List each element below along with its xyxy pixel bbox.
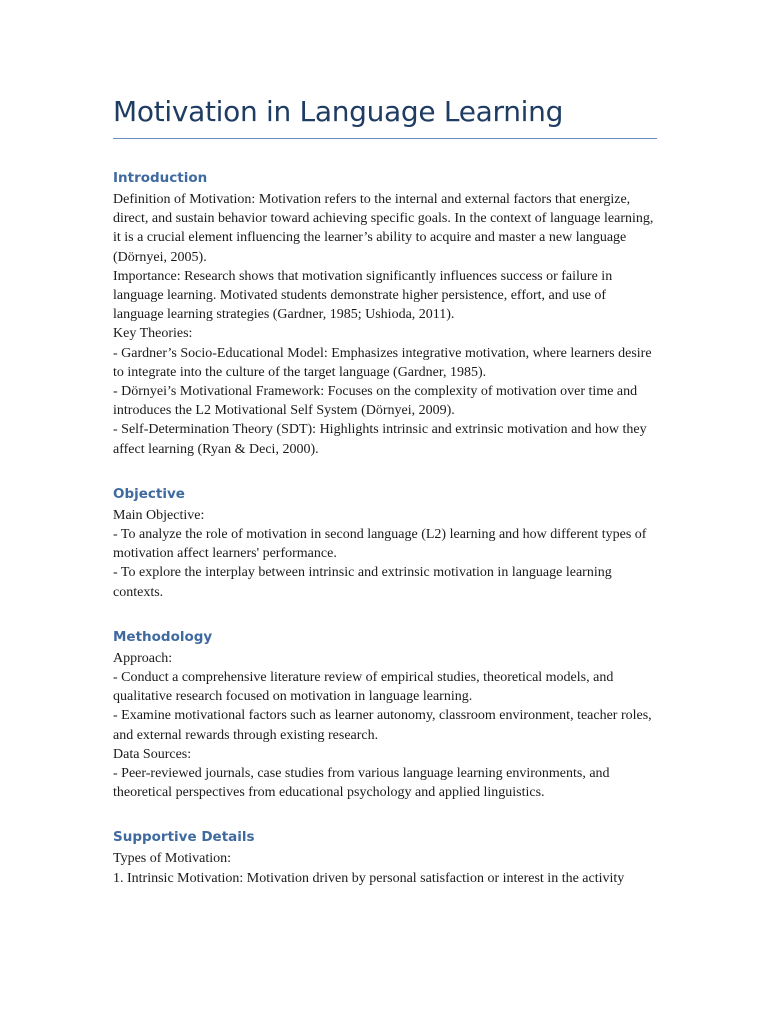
page-title: Motivation in Language Learning [113, 95, 564, 128]
paragraph-data-sources-label: Data Sources: [113, 746, 192, 762]
list-item-data-sources: - Peer-reviewed journals, case studies from various language learning environments, and theoretical perspectives from educational psychology and applied linguistics. [113, 766, 610, 801]
section-introduction [113, 167, 657, 459]
list-item-intrinsic: 1. Intrinsic Motivation: Motivation driven by personal satisfaction or interest in the activity [113, 870, 625, 886]
list-item-objective-analyze: - To analyze the role of motivation in second language (L2) learning and how different types of motivation affect learners' performance. [113, 527, 647, 562]
section-heading-objective: Objective [113, 485, 185, 502]
title-divider [113, 138, 657, 139]
section-objective [113, 483, 657, 602]
paragraph-main-objective-label: Main Objective: [113, 507, 205, 523]
list-item-dornyei: - Dörnyei’s Motivational Framework: Focuses on the complexity of motivation over time and introduces the L2 Motivational Self System (Dörnyei, 2009). [113, 384, 638, 419]
section-heading-supportive-details: Supportive Details [113, 829, 255, 846]
list-item-objective-explore: - To explore the interplay between intrinsic and extrinsic motivation in language learning contexts. [113, 565, 612, 600]
document-content [113, 92, 657, 912]
section-heading-methodology: Methodology [113, 628, 213, 645]
section-methodology [113, 626, 657, 803]
paragraph-definition: Definition of Motivation: Motivation refers to the internal and external factors that energize, direct, and sustain behavior toward achieving specific goals. In the context of language learning, it is a crucial element influencing the learner’s ability to acquire and master a new language (Dörnyei, 2005). [113, 192, 654, 265]
paragraph-importance: Importance: Research shows that motivation significantly influences success or failure in language learning. Motivated students demonstrate higher persistence, effort, and use of language learning strategies (Gardner, 1985; Ushioda, 2011). [113, 268, 613, 323]
list-item-gardner: - Gardner’s Socio-Educational Model: Emphasizes integrative motivation, where learners desire to integrate into the culture of the target language (Gardner, 1985). [113, 345, 652, 380]
paragraph-approach-label: Approach: [113, 650, 173, 666]
paragraph-key-theories-label: Key Theories: [113, 326, 193, 342]
section-heading-introduction: Introduction [113, 170, 208, 186]
section-supportive-details [113, 826, 657, 887]
paragraph-types-label: Types of Motivation: [113, 851, 232, 867]
list-item-motivational-factors: - Examine motivational factors such as learner autonomy, classroom environment, teacher roles, and external rewards through existing research. [113, 708, 652, 743]
list-item-sdt: - Self-Determination Theory (SDT): Highlights intrinsic and extrinsic motivation and how they affect learning (Ryan & Deci, 2000). [113, 422, 647, 457]
list-item-literature-review: - Conduct a comprehensive literature review of empirical studies, theoretical models, and qualitative research focused on motivation in language learning. [113, 670, 614, 705]
